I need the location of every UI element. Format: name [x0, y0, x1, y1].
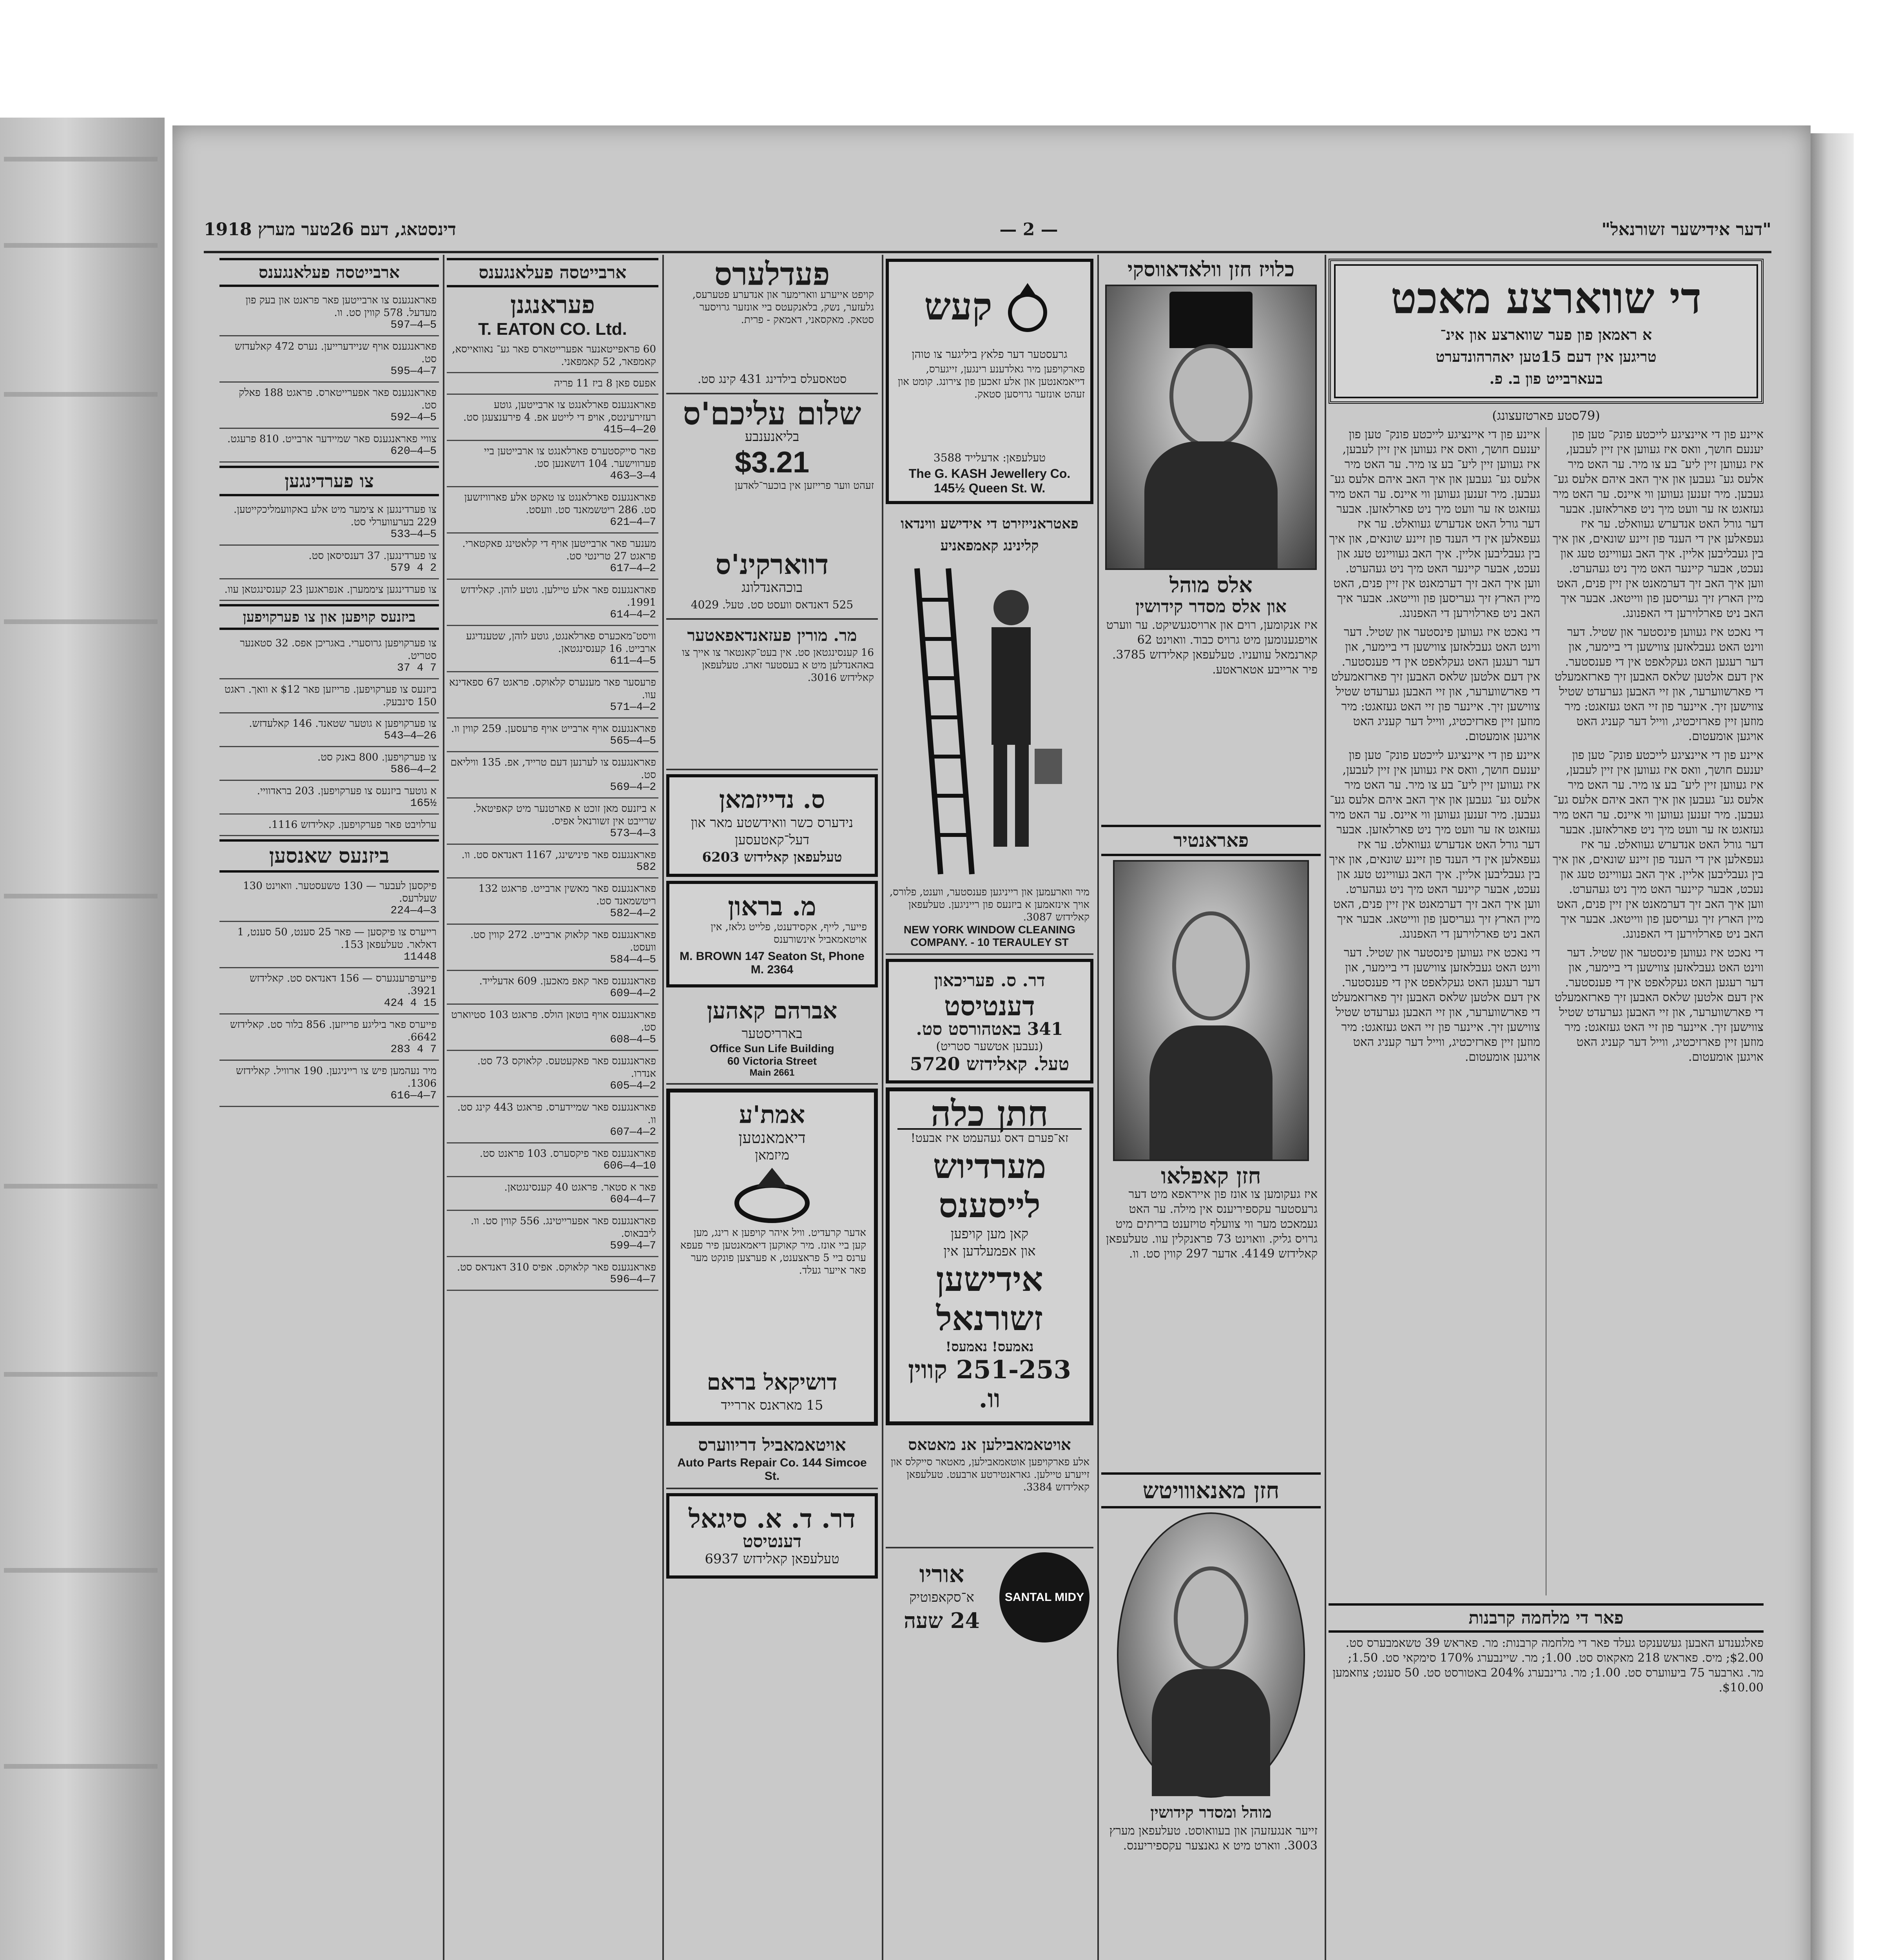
window-cleaning-title: פאטראנייזירט די אידישע ווינדאו קלינינג קאמפאניע [901, 515, 1079, 554]
diamond-name: דושיקאל בראם [707, 1369, 837, 1395]
classified-ad [447, 580, 658, 626]
classified-ad [447, 441, 658, 487]
classified-code: 605—4—2 [610, 1080, 656, 1092]
classified-text: וויסט־מאכערס פארלאנגט, גוטע לוהן, שטענדיגע ארבייט. 16 קענסינגטאן. [466, 630, 656, 655]
classified-code: 597—4—5 [390, 319, 437, 331]
classified-code: 569—4—2 [610, 781, 656, 793]
classified-text: פאראנגענס פאר אפערייטארס. פראגט 188 פאלק סט. [239, 387, 437, 411]
classified-text: פאראנגענס פאר פינישינג, 1167 דאנדאס סט. וו. [461, 849, 656, 861]
masthead-title: "דער אידישער זשורנאל" [1601, 219, 1771, 240]
diamond-title: אמת'ע [739, 1100, 805, 1129]
cantor-body-1: איז אנקומען, רוים און ארויסגעשיקט. ער ווערט אויפגענומען מיט גרויס כבוד. וואוינט 62 קארנמאל עוועניו. טעלעפאן קאלידזש 3785. פיר ארייבע אטאראטע. [1106, 618, 1318, 677]
sholem-aleichem-ad [666, 394, 878, 620]
classified-ad [447, 672, 658, 719]
classified-ad [447, 878, 658, 925]
classified-code: 573—4—3 [610, 828, 656, 840]
santal-midy-ad [886, 1548, 1093, 1646]
window-cleaning-company: NEW YORK WINDOW CLEANING COMPANY. - 10 TERAULEY ST [903, 924, 1076, 948]
diamond-ad [666, 1089, 878, 1426]
license-line-4: און אפמעלדען אין [943, 1243, 1036, 1259]
ladder-icon [894, 561, 1089, 882]
help-wanted-list-a [447, 339, 658, 1291]
novel-paragraph: איינע פון די איינציגע לייכטע פונק־ טען פון יענעם חושך, וואס איז געווען אין זיין לעבען, איז געווען זיין ליע־ בע צו מיר. ער האט מיר אלעס גע־ געבען און איך האב איהם אלעס גע־ געבען. מיר זענען געווען ווי איינס. ער האט מיר געזאגט אז ער וועט מיך ניט פארלאזען. אבער דער גורל האט אנדערש געוואלט. ער איז געפאלען אין די הענד פון זיינע שונאים, און איך בין געבליבען אליין. איך האב געוויינט טעג און נעכט, אבער קיינער האט מיך ניט געהערט. ווען איך האב זיך דערמאנט אין זיין פנים, האט מיין הארץ זיך געריסען פון ווייטאג. אבער איך האב ניט פארלוירען די האפנונג. [1329, 428, 1540, 620]
classified-ad [447, 534, 658, 580]
classified-text: פאראנגענס צו ארבייטען פאר פראנט און בעק פון מעדעל. 578 קווין סט. וו. [245, 294, 437, 319]
classified-text: צו פערקויפען א גוטער שטאנד. 146 קאלעדזש. [249, 718, 437, 730]
names-notice: נאמעס! נאמעס! [945, 1339, 1034, 1355]
classified-ad [447, 395, 658, 441]
running-head [204, 212, 1771, 247]
classified-code: 616—4—7 [390, 1090, 437, 1102]
classified-text: פאראנגענס אויף ארבייט אויף פרעסען. 259 קווין וו. [451, 723, 656, 735]
classified-code: 599—4—7 [610, 1240, 656, 1252]
diamond-sub: דיאמאנטען [738, 1129, 806, 1147]
classified-ad [447, 1143, 658, 1177]
top-hat-illustration [1169, 292, 1253, 348]
classified-text: פאראנגענס צו לערנען דעם טרייד, אפ. 135 וויליאם סט. [450, 757, 656, 781]
classified-text: צו פערדינגען. 37 דענסיסאן סט. [308, 550, 437, 562]
segal-name: דר. ד. א. סיגאל [688, 1503, 856, 1534]
classified-text: צו פערדינגען א צימער מיט אלע באקוועמליכקייטען. 229 בערעווערלי סט. [233, 504, 437, 528]
cantor-title-3: חזן מאנאווויטש [1101, 1472, 1321, 1508]
column-cantors [1101, 255, 1321, 1960]
kash-company: The G. KASH Jewellery Co. 145½ Queen St. W. [908, 466, 1071, 495]
diamond-body: אדער קרעדיט. וויל איהר קויפען א רינג, מען קען ביי אונז. מיר קאוקען דיאמאנטען פיר פעפא ערנס ביי 5 פראצענט, א פערצען פונקט מער פאר אייער געלד. [680, 1227, 866, 1276]
column-ads-b [666, 255, 878, 1960]
classified-code: 579 4 2 [390, 562, 437, 574]
cantor-section-title: פאראנטיר [1101, 825, 1321, 856]
cantor-caption-2: חזן קאפלאו [1161, 1163, 1261, 1189]
novel-header-box [1329, 259, 1764, 404]
diamond-icon [729, 1164, 815, 1227]
classified-code: 283 4 7 [390, 1044, 437, 1056]
cantor-portrait-2 [1113, 860, 1309, 1161]
column-rule [443, 255, 444, 1960]
novel-paragraph: איינע פון די איינציגע לייכטע פונק־ טען פון יענעם חושך, וואס איז געווען אין זיין לעבען, איז געווען זיין ליע־ בע צו מיר. ער האט מיר אלעס גע־ געבען און איך האב איהם אלעס גע־ געבען. מיר זענען געווען ווי איינס. ער האט מיר געזאגט אז ער וועט מיך ניט פארלאזען. אבער דער גורל האט אנדערש געוואלט. ער איז געפאלען אין די הענד פון זיינע שונאים, און איך בין געבליבען אליין. איך האב געוויינט טעג און נעכט, אבער קיינער האט מיך ניט געהערט. ווען איך האב זיך דערמאנט אין זיין פנים, האט מיין הארץ זיך געריסען פון ווייטאג. אבער איך האב ניט פארלוירען די האפנונג. [1552, 428, 1764, 620]
column-rule [882, 255, 883, 1960]
kash-jewellery-ad [886, 259, 1093, 504]
mr-morin-body: 16 קענסינגטאן סט. אין בעט־קאנטאר צו אייך צו באהאנדלען מיט א בעסטער זארג. טעלעפאן קאלידזש 3016. [682, 647, 874, 684]
classified-ad [219, 499, 439, 546]
classified-ad [219, 747, 439, 781]
classified-code: 37 4 7 [397, 662, 437, 674]
classified-ad [219, 1061, 439, 1107]
classified-text: צוויי פאראנגענס פאר שמיידער ארבייט. 810 פרעגט. [227, 433, 437, 445]
auto-drivers-title: אויטאמאביל דריווערס [698, 1435, 846, 1455]
business-sale-title: ביזנעס קויפען און צו פערקויפען [219, 604, 439, 630]
classified-text: פאראנגענס פאר קלאוקס. אפיס 310 דאנדאס סט. [457, 1261, 656, 1273]
rent-title: צו פערדינגען [219, 466, 439, 496]
mr-morin-title: מר. מורין פעזאנדאפאטער [687, 626, 857, 645]
classified-ad [447, 487, 658, 534]
classified-code: 584—4—5 [610, 954, 656, 966]
classified-code: 595—4—7 [390, 365, 437, 377]
dentist-note: (נעבען אטשער סטריט) [936, 1040, 1043, 1053]
santal-title: אוריו [919, 1561, 964, 1588]
peddlers-title: פעדלערס [714, 256, 830, 292]
classified-ad [219, 429, 439, 463]
novel-body [1329, 427, 1764, 1595]
deli-title: ס. נדייזמאן [719, 785, 825, 814]
cantor-body-3: זייער אנגעזעהן און בעוואוסט. טעלעפאן מערץ 3003. ווארט מיט א גאנצער עקספיריענס. [1109, 1824, 1318, 1853]
classified-code: 621—4—7 [610, 516, 656, 528]
classified-code: 582 [636, 861, 656, 873]
classified-text: צו פערדינגען ציממערן. אנפראגען 23 קענסינגטאן עוו. [224, 584, 437, 595]
classified-code: 617—4—2 [610, 563, 656, 575]
novel-title: די שווארצע מאכט [1390, 273, 1702, 323]
novel-paragraph: איינע פון די איינציגע לייכטע פונק־ טען פון יענעם חושך, וואס איז געווען אין זיין לעבען, איז געווען זיין ליע־ בע צו מיר. ער האט מיר אלעס גע־ געבען און איך האב איהם אלעס גע־ געבען. מיר זענען געווען ווי איינס. ער האט מיר געזאגט אז ער וועט מיך ניט פארלאזען. אבער דער גורל האט אנדערש געוואלט. ער איז געפאלען אין די הענד פון זיינע שונאים, און איך בין געבליבען אליין. איך האב געוויינט טעג און נעכט, אבער קיינער האט מיך ניט געהערט. ווען איך האב זיך דערמאנט אין זיין פנים, האט מיין הארץ זיך געריסען פון ווייטאג. אבער איך האב ניט פארלוירען די האפנונג. [1552, 748, 1764, 941]
classified-text: פאראנגענס אויף שניידערייען. נערס 472 קאלעדזש סט. [234, 341, 437, 365]
classified-text: פאראנגענס פאר שמיידערס. פראגט 443 קינג סט. וו. [457, 1102, 656, 1126]
diamond-address: 15 מאראנס אררייד [721, 1397, 823, 1413]
diamond-ring-illustration [678, 1164, 866, 1227]
classified-code: 424 4 15 [384, 997, 437, 1009]
classified-ad [447, 1257, 658, 1291]
classified-ad [219, 922, 439, 968]
segal-dentist-ad [666, 1493, 878, 1579]
help-wanted-sub: פעראנגנן [510, 290, 595, 319]
business-sale-list [219, 633, 439, 836]
cantor-caption-3: מוהל ומסדר קידושין [1150, 1803, 1272, 1822]
santal-midy-logo: SANTAL MIDY [999, 1552, 1089, 1642]
classified-code: 609—4—2 [610, 987, 656, 1000]
santal-hours: 24 שעה [904, 1608, 980, 1633]
business-chances-title: ביזנעס שאנסען [219, 839, 439, 873]
column-serial-novel [1329, 255, 1764, 1960]
novel-paragraph: די נאכט איז געווען פינסטער און שטיל. דער ווינט האט געבלאזען צווישען די ביימער, און דער רעגען האט געקלאפט אין די פענסטער. אין דעם אלטען שלאס האבען זיך פארזאמעלט די פארשווערער, און זיי האבען גערעדט שטיל צווישען זיך. איינער פון זיי האט געזאגט: מיר מוזען זיין פארזיכטיג, ווייל דער קעניג האט אויגען אומעטום. [1554, 625, 1764, 743]
classified-text: א ביזנעס מאן זוכט א פארטנער מיט קאפיטאל. שרייבט אין זשורנאל אפיס. [473, 803, 656, 827]
classified-code: 606—4—10 [603, 1160, 656, 1172]
insurance-ad [666, 881, 878, 987]
classified-ad [447, 799, 658, 845]
novel-author: בעארבייט פון ב. פ. [1489, 370, 1603, 387]
dentist-ad [886, 959, 1093, 1083]
kash-body: פארקויפען מיר גאלדענע רינגען, זייגערס, דייאמאנטען און אלע זאכען פון צירונג. קומט און זעהט אונזער גרויסען סטאק. [897, 363, 1085, 400]
header-rule [204, 251, 1771, 253]
peddlers-ad [666, 255, 878, 394]
lawyer-title: אברהם קאהען [707, 997, 837, 1024]
diamond-ring-icon [1000, 279, 1055, 334]
dentist-address: 341 באטהורסט סט. [916, 1019, 1063, 1039]
classified-ad [219, 290, 439, 336]
classified-ad [447, 1097, 658, 1143]
column-help-wanted-a [447, 255, 658, 1960]
classified-text: פאראנגענס פאר מאשין ארבייט. פראגט 132 ריטשמאנד סט. [478, 883, 656, 907]
adjacent-page-edge [0, 118, 165, 1960]
dvorkin-sub: בוכהאנדלונג [741, 580, 803, 595]
automobile-body: אלע פארקויפען אוטאמאבילען, מאטאר סייקלס און זייערע טיילען. גאראנטירטע ארבעט. טעלעפאן קאלידזש 3384. [890, 1456, 1089, 1493]
classified-ad [447, 1005, 658, 1051]
column-rule [1097, 255, 1099, 1960]
classified-code: 611—4—5 [610, 655, 656, 667]
classified-code: 463—3—4 [610, 470, 656, 482]
dvorkin-address: 525 דאנדאס וועסט סט. טעל. 4029 [691, 598, 854, 611]
classified-code: 614—4—2 [610, 609, 656, 621]
classified-ad [447, 373, 658, 395]
classified-text: פאראנגענס פאר אלע טיילען. גוטע לוהן. קאלידזש 1991. [460, 584, 656, 608]
sholem-aleichem-body: זעהט ווער פרייזען אין בוכער־לאדען [734, 480, 874, 492]
dentist-title: דענטיסט [944, 991, 1035, 1022]
classified-text: אפעס פאן 8 ביז 11 פריה [554, 377, 656, 389]
classified-code: 224—4—3 [390, 905, 437, 917]
classified-code: 607—4—2 [610, 1126, 656, 1138]
classified-ad [447, 339, 658, 373]
help-wanted-title-b: ארבייטסה פעלאנגענס [219, 258, 439, 287]
chosn-kale-sub: זא־פערם דאס געהעמט איז אבעט! [910, 1131, 1069, 1145]
deli-sub: נידערס כשר וואידשטע מאר און דעל־קאטעסען [691, 815, 854, 848]
classified-code: 571—4—2 [610, 701, 656, 713]
war-victims-title: פאר די מלחמה קרבנות [1329, 1603, 1764, 1633]
automobile-ad [886, 1429, 1093, 1548]
ring-illustration [894, 267, 1085, 346]
classified-text: פיקסען לעבער — 130 טשעסטער. וואוינט 130 שעלרעס. [243, 880, 437, 904]
sholem-aleichem-price: $3.21 [734, 446, 810, 479]
classified-ad [219, 579, 439, 601]
novel-subtitle: א ראמאן פון פער שווארצע און אינ־ [1440, 326, 1652, 343]
novel-subtitle-2: טריגען אין דעם 15טען יאהרהונדערט [1436, 348, 1657, 365]
license-line-3: קאן מען קויפען [950, 1226, 1029, 1242]
classified-code: 565—4—5 [610, 735, 656, 747]
classified-code: 543—4—26 [384, 730, 437, 742]
novel-paragraph: איינע פון די איינציגע לייכטע פונק־ טען פון יענעם חושך, וואס איז געווען אין זיין לעבען, איז געווען זיין ליע־ בע צו מיר. ער האט מיר אלעס גע־ געבען און איך האב איהם אלעס גע־ געבען. מיר זענען געווען ווי איינס. ער האט מיר געזאגט אז ער וועט מיך ניט פארלאזען. אבער דער גורל האט אנדערש געוואלט. ער איז געפאלען אין די הענד פון זיינע שונאים, און איך בין געבליבען אליין. איך האב געוויינט טעג און נעכט, אבער קיינער האט מיך ניט געהערט. ווען איך האב זיך דערמאנט אין זיין פנים, האט מיין הארץ זיך געריסען פון ווייטאג. אבער איך האב ניט פארלוירען די האפנונג. [1329, 748, 1540, 941]
insurance-body: פייער, לייף, אקסידענט, פלייט גלאז, אין אויטאמאביל אינשורענס [711, 921, 867, 946]
column-rule [662, 255, 664, 1960]
classified-text: פאר א סטאר. פראגט 40 קענסינגטאן. [504, 1181, 656, 1193]
kash-phone: טעלעפאן: אדעלייד 3588 [933, 451, 1046, 464]
page-edge-shadow [1811, 133, 1854, 1960]
lawyer-office: Office Sun Life Building [710, 1042, 834, 1054]
classified-text: פייערס פאר ביליגע פרייזען. 856 בלור סט. קאלידזש 6642. [230, 1019, 437, 1043]
license-word-1: מערדיוש [933, 1147, 1046, 1186]
window-cleaner-illustration [890, 561, 1089, 882]
classified-ad [219, 679, 439, 713]
classified-ad [219, 546, 439, 579]
peddlers-address: סטאסעלס בילדינג 431 קינג סט. [697, 372, 847, 386]
classified-ad [219, 781, 439, 815]
classified-ad [219, 633, 439, 679]
mr-morin-ad [666, 620, 878, 770]
page-marker: — 2 — [999, 219, 1058, 240]
cantor-portrait-1 [1105, 285, 1317, 570]
lawyer-street: 60 Victoria Street [727, 1055, 817, 1067]
rent-list [219, 499, 439, 601]
classified-text: פאראנגענס פארלאנגט צו ארבייטען, גוטע רעזירעינטס, אויפ די לייטע אפ. 4 פירענצעגן סט. [463, 399, 656, 423]
peddlers-body: קויפט אייערע ווארימער און אנדערע פטערעס, גלעזער, נשק, בלאנקעטס ביי אונזער גרויסער סטאק. מאקסאני, דאמאק - פרית. [692, 289, 874, 326]
deli-ad [666, 774, 878, 877]
classified-text: מענער פאר ארבייטען אויף די קלאטינג פאקטארי. פראגט 27 טרינטי סט. [462, 538, 656, 562]
classified-text: צו פערקויפען. 800 באנק סט. [317, 751, 437, 763]
license-address: 251-253 קווין וו. [908, 1355, 1071, 1414]
classified-ad [219, 968, 439, 1014]
novel-paragraph: די נאכט איז געווען פינסטער און שטיל. דער ווינט האט געבלאזען צווישען די ביימער, און דער רעגען האט געקלאפט אין די פענסטער. אין דעם אלטען שלאס האבען זיך פארזאמעלט די פארשווערער, און זיי האבען גערעדט שטיל צווישען זיך. איינער פון זיי האט געזאגט: מיר מוזען זיין פארזיכטיג, ווייל דער קעניג האט אויגען אומעטום. [1331, 946, 1540, 1064]
column-ads-a [886, 255, 1093, 1960]
eaton-company: T. EATON CO. Ltd. [478, 319, 627, 339]
lawyer-sub: בארריסטער [741, 1026, 803, 1042]
auto-drivers-ad [666, 1430, 878, 1489]
journal-word-1: אידישען [936, 1259, 1043, 1299]
classified-ad [447, 925, 658, 971]
cantor-body-2: איז געקומען צו אונז פון אייראפא מיט דער גרעסטער עקספיריענס אין מילה. ער האט געמאכט מער ווי צוועלף טויזענט בריתים מיט גרויס גליק. וואוינט 73 פראנקלין עוו. טעלעפאן קאלידזש 4149. אדער 297 קווין סט. וו. [1106, 1187, 1318, 1261]
classified-code: 608—4—5 [610, 1034, 656, 1046]
classified-code: 533—4—5 [390, 528, 437, 541]
classified-code: 586—4—2 [390, 764, 437, 776]
classified-code: 582—4—2 [610, 907, 656, 920]
classified-text: א גוטער ביזנעס צו פערקויפען. 203 בראדוויי. [257, 785, 437, 797]
classified-text: פאר סייקסטערס פארלאנגט צו ארבייטען ביי פערווישער. 104 דושאנען סט. [484, 445, 656, 470]
column-rule [1325, 255, 1326, 1960]
help-wanted-list-b [219, 290, 439, 463]
classified-text: ערלויבט פאר פערקויפען. קאלידזש 1116. [268, 819, 437, 831]
classified-text: צו פערקויפען גרוסערי. באגריכן אפס. 32 סטאנער סטריט. [240, 637, 437, 662]
window-cleaning-body: מיר ווארעמען און רייניגען פענסטער, ווענט, פלורס, אויך אינזאמען א ביזנעס פון רייניגען. טעלעפאן קאלידזש 3087. [890, 886, 1089, 923]
chosn-kale-title: חתן כלה [897, 1099, 1082, 1130]
column-help-wanted-b [219, 255, 439, 1960]
dvorkin-title: דווארקינ'ס [715, 548, 829, 581]
cantor-portrait-3 [1117, 1512, 1305, 1798]
classified-ad [447, 626, 658, 672]
marriage-license-ad [886, 1087, 1093, 1425]
classified-ad [447, 971, 658, 1005]
classified-text: פאראנגענס פאר קלאוק ארבייט. 272 קווין סט. וועסט. [470, 929, 656, 953]
classified-ad [219, 815, 439, 836]
classified-code: 592—4—5 [390, 412, 437, 424]
kash-title: קעש [924, 284, 992, 328]
classified-text: רייערס צו פיקסען — פאר 25 סענט, 50 סענט, 1 דאלאר. טעלעפאן 153. [237, 926, 437, 951]
novel-paragraph: די נאכט איז געווען פינסטער און שטיל. דער ווינט האט געבלאזען צווישען די ביימער, און דער רעגען האט געקלאפט אין די פענסטער. אין דעם אלטען שלאס האבען זיך פארזאמעלט די פארשווערער, און זיי האבען גערעדט שטיל צווישען זיך. איינער פון זיי האט געזאגט: מיר מוזען זיין פארזיכטיג, ווייל דער קעניג האט אויגען אומעטום. [1331, 625, 1540, 743]
war-victims-body: פאלגענדע האבען געשענקט געלד פאר די מלחמה קרבנות: מר. פאראש 39 טשאמבערס סט. $2.00; מיס. פאראש 218 מאקאוס סט. 1.00; מר. שיינבערג 170% סימקאי סט. 1.50; מר. גארבער 75 ביעווערס סט. 1.00; מר. גרינבערג 204% באטורסט סט. 50 סענט; צוזאמען $10.00. [1332, 1636, 1764, 1695]
classified-code: 165½ [410, 797, 437, 809]
insurance-latin: M. BROWN 147 Seaton St, Phone M. 2364 [680, 950, 865, 976]
classified-ad [219, 876, 439, 922]
classified-text: פאראנגענס פארלאנגט צו טאקט אלע פארוויזשען סט. 286 ריטשמאנד סט. וועסט. [464, 492, 656, 516]
journal-word-2: זשורנאל [936, 1299, 1043, 1338]
segal-phone: טעלעפאן קאלידזש 6937 [705, 1551, 839, 1567]
classified-text: פייערפרענגערס — 156 דאנדאס סט. קאלידזש 3921. [249, 973, 437, 997]
sholem-aleichem-sub: בליאנענבע [745, 429, 799, 445]
cantor-title: כלויז חזן וולאדאווסקי [1127, 258, 1295, 281]
novel-paragraph: די נאכט איז געווען פינסטער און שטיל. דער ווינט האט געבלאזען צווישען די ביימער, און דער רעגען האט געקלאפט אין די פענסטער. אין דעם אלטען שלאס האבען זיך פארזאמעלט די פארשווערער, און זיי האבען גערעדט שטיל צווישען זיך. איינער פון זיי האט געזאגט: מיר מוזען זיין פארזיכטיג, ווייל דער קעניג האט אויגען אומעטום. [1554, 946, 1764, 1064]
dentist-phone: טעל. קאלידזש 5720 [910, 1053, 1070, 1074]
novel-installment: (79סטע פארטזעצונג) [1492, 408, 1600, 423]
kash-sub: גרעסטער דער פלאץ ביליגער צו טוהן [912, 348, 1068, 361]
dentist-name: דר. ס. פעריכאון [934, 971, 1045, 991]
classified-ad [447, 1211, 658, 1257]
cantor-caption-1b: און אלס מסדר קידושין [1135, 597, 1287, 617]
classified-text: פאראנגענס פאר קאפ מאכען. 609 אדעלייד. [479, 975, 656, 987]
classified-ad [219, 713, 439, 747]
classified-ad [219, 336, 439, 383]
classified-ad [447, 752, 658, 799]
classified-text: פרעסער פאר מענערס קלאוקס. פראגט 67 ספאדינא עוו. [449, 677, 656, 701]
classified-ad [447, 719, 658, 752]
auto-parts-latin: Auto Parts Repair Co. 144 Simcoe St. [677, 1456, 867, 1483]
classified-code: 415—4—20 [603, 424, 656, 436]
classified-code: 620—4—5 [390, 445, 437, 457]
classified-ad [219, 383, 439, 429]
lawyer-ad [666, 991, 878, 1085]
classified-code: 11448 [403, 951, 437, 963]
classified-ad [447, 1177, 658, 1211]
classified-ad [447, 845, 658, 878]
window-cleaning-ad [886, 508, 1093, 955]
cantor-caption-1: אלס מוהל [1169, 572, 1253, 597]
classified-text: פאראנגענס אויף בוטאן הולס. פראגט 103 סטיוארט סט. [451, 1009, 656, 1033]
diamond-line: מיזמאן [755, 1147, 789, 1163]
insurance-title: מ. בראון [728, 891, 816, 922]
lawyer-phone: Main 2661 [749, 1067, 795, 1078]
business-chances-list [219, 876, 439, 1107]
classified-text: ביזנעס צו פערקויפען. פרייזען פאר $12 א וואך. ראגט 150 סינבעק. [224, 684, 437, 708]
classified-text: 60 פראפייטאנער אפערייטארס פאר גע־ נאוואייסא, קאמפאר, 52 קאמפאני. [452, 343, 656, 368]
help-wanted-title: ארבייטסה פעלאנגענס [447, 258, 658, 287]
issue-date: דינסטאג, דעם 26טער מערץ 1918 [204, 219, 456, 240]
automobile-title: אויטאמאבילען אנ מאטאס [908, 1436, 1071, 1454]
classified-text: מיר נעהמען פיש צו רייניגען. 190 ארוויל. קאלידזש 1306. [236, 1065, 437, 1089]
santal-sub: א־סקאפוטיק [909, 1590, 974, 1605]
classified-text: פאראנגענס פאר אפערייטינג. 556 קווין סט. וו. ליבבאוס. [471, 1215, 656, 1240]
classified-text: פאראנגענס פאר פאקעטעס. קלאוקס 73 סט. אנדרו. [477, 1055, 656, 1080]
classified-code: 604—4—7 [610, 1194, 656, 1206]
license-word-2: לייסענס [939, 1186, 1041, 1225]
classified-text: פאראנגענס פאר פיקסערס. 103 פראנט סט. [479, 1148, 656, 1160]
segal-sub: דענטיסט [742, 1532, 802, 1552]
classified-ad [219, 1014, 439, 1061]
deli-phone: טעלעפאן קאלידזש 6203 [702, 849, 842, 865]
sholem-aleichem-title: שלום עליכם'ס [683, 395, 861, 432]
classified-ad [447, 1051, 658, 1097]
classified-code: 596—4—7 [610, 1274, 656, 1286]
